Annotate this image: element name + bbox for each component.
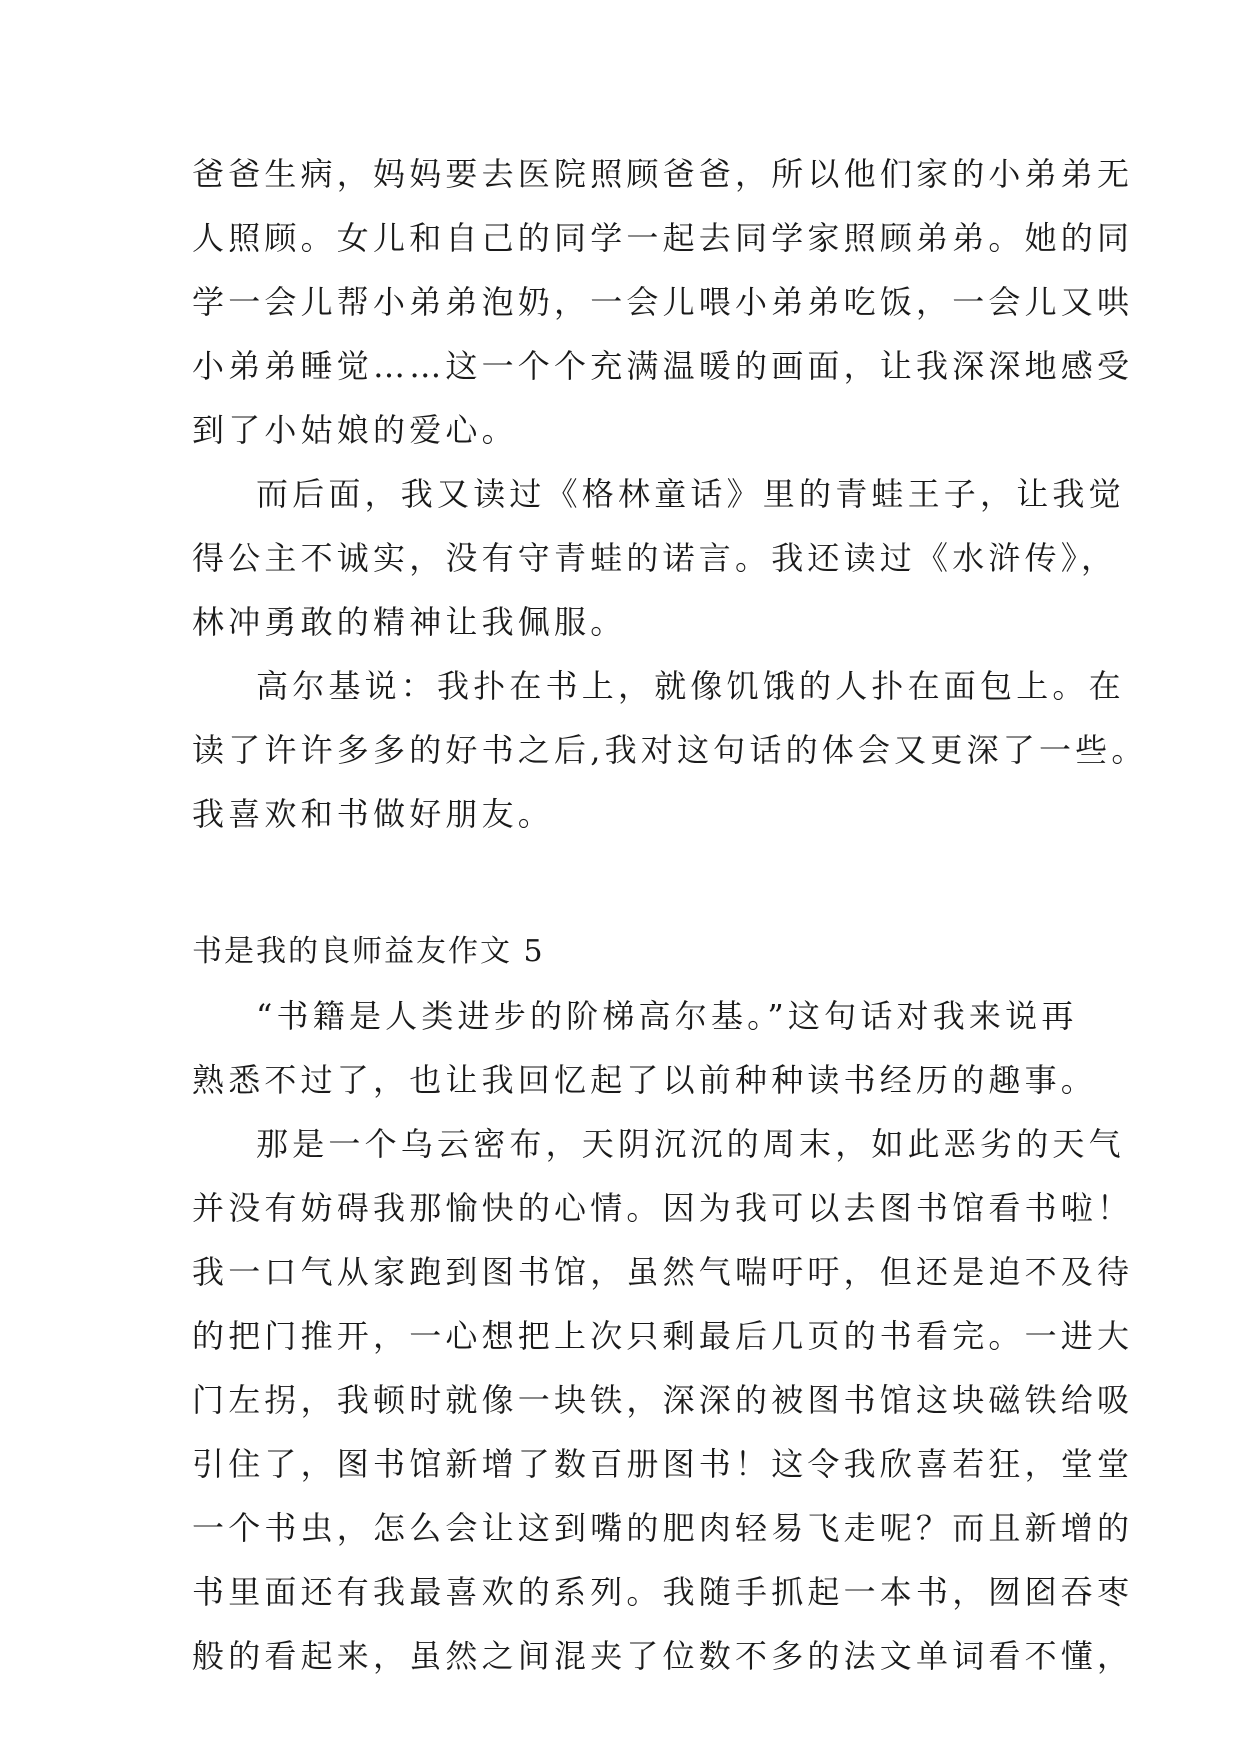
text-line: 高尔基说：我扑在书上，就像饥饿的人扑在面包上。在 [256, 667, 1125, 705]
text-line: 爸爸生病，妈妈要去医院照顾爸爸，所以他们家的小弟弟无 [192, 155, 1134, 193]
text-line: 学一会儿帮小弟弟泡奶，一会儿喂小弟弟吃饭，一会儿又哄 [192, 283, 1134, 321]
text-line: 书里面还有我最喜欢的系列。我随手抓起一本书，囫囵吞枣 [192, 1573, 1134, 1611]
text-line: 读了许许多多的好书之后,我对这句话的体会又更深了一些。 [192, 731, 1148, 769]
paragraph-3 [192, 654, 1148, 846]
text-line: “书籍是人类进步的阶梯高尔基。”这句话对我来说再 [256, 997, 1078, 1035]
section-gap [192, 846, 1062, 920]
text-line: 人照顾。女儿和自己的同学一起去同学家照顾弟弟。她的同 [192, 219, 1134, 257]
text-line: 而后面，我又读过《格林童话》里的青蛙王子，让我觉 [256, 475, 1125, 513]
text-line: 小弟弟睡觉……这一个个充满温暖的画面，让我深深地感受 [192, 347, 1134, 385]
text-line: 熟悉不过了，也让我回忆起了以前种种读书经历的趣事。 [192, 1061, 1098, 1099]
paragraph-1 [192, 142, 1134, 462]
section-heading: 书是我的良师益友作文 5 [192, 934, 545, 969]
text-line: 林冲勇敢的精神让我佩服。 [192, 603, 627, 641]
paragraph-2 [192, 462, 1125, 654]
text-line: 的把门推开，一心想把上次只剩最后几页的书看完。一进大 [192, 1317, 1134, 1355]
paragraph-5 [192, 1112, 1134, 1688]
paragraph-4 [192, 984, 1098, 1112]
text-line: 引住了，图书馆新增了数百册图书！这令我欣喜若狂，堂堂 [192, 1445, 1134, 1483]
text-line: 并没有妨碍我那愉快的心情。因为我可以去图书馆看书啦！ [192, 1189, 1134, 1227]
text-line: 一个书虫，怎么会让这到嘴的肥肉轻易飞走呢？而且新增的 [192, 1509, 1134, 1547]
text-line: 我喜欢和书做好朋友。 [192, 795, 555, 833]
text-line: 我一口气从家跑到图书馆，虽然气喘吁吁，但还是迫不及待 [192, 1253, 1134, 1291]
text-line: 那是一个乌云密布，天阴沉沉的周末，如此恶劣的天气 [256, 1125, 1125, 1163]
text-line: 般的看起来，虽然之间混夹了位数不多的法文单词看不懂， [192, 1637, 1134, 1675]
document-page [192, 142, 1148, 1688]
text-line: 门左拐，我顿时就像一块铁，深深的被图书馆这块磁铁给吸 [192, 1381, 1134, 1419]
text-line: 得公主不诚实，没有守青蛙的诺言。我还读过《水浒传》， [192, 539, 1118, 577]
text-line: 到了小姑娘的爱心。 [192, 411, 518, 449]
